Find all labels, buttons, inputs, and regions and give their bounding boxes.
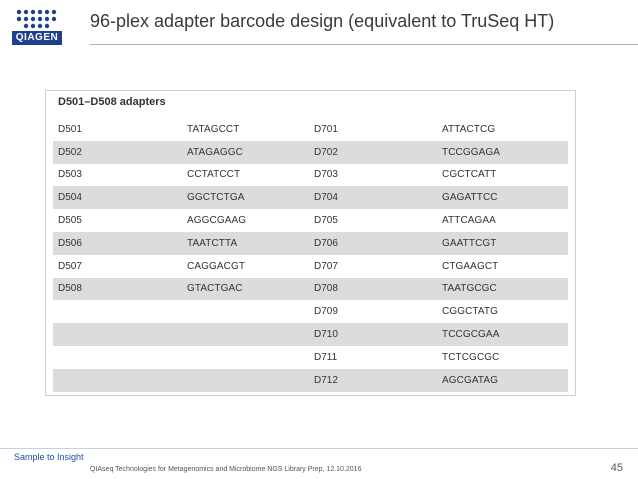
i5-sequence-cell: ATTACTCG	[442, 123, 496, 135]
i5-id-cell: D703	[314, 169, 338, 181]
table-row	[53, 141, 568, 164]
i7-id-cell: D508	[58, 283, 82, 295]
table-row	[53, 369, 568, 392]
i5-sequence-cell: TCCGCGAA	[442, 329, 500, 341]
table-row	[53, 232, 568, 255]
table-title: D501–D508 adapters	[58, 96, 166, 108]
i7-sequence-cell: CAGGACGT	[187, 260, 246, 272]
i5-sequence-cell: TCTCGCGC	[442, 351, 500, 363]
i7-id-cell: D502	[58, 146, 82, 158]
logo-wordmark: QIAGEN	[12, 31, 62, 45]
i5-id-cell: D701	[314, 123, 338, 135]
i5-sequence-cell: CGGCTATG	[442, 306, 498, 318]
i5-id-cell: D707	[314, 260, 338, 272]
i7-id-cell: D501	[58, 123, 82, 135]
table-row	[53, 323, 568, 346]
page-number: 45	[610, 462, 623, 474]
table-row	[53, 300, 568, 323]
adapter-table	[53, 118, 568, 392]
i5-id-cell: D708	[314, 283, 338, 295]
i5-sequence-cell: CGCTCATT	[442, 169, 497, 181]
table-row	[53, 255, 568, 278]
table-row	[53, 209, 568, 232]
i5-id-cell: D711	[314, 351, 338, 363]
i5-id-cell: D709	[314, 306, 338, 318]
table-row	[53, 164, 568, 187]
footer-divider	[0, 448, 638, 449]
i5-sequence-cell: AGCGATAG	[442, 374, 498, 386]
i5-sequence-cell: TCCGGAGA	[442, 146, 501, 158]
i7-id-cell: D503	[58, 169, 82, 181]
table-row	[53, 346, 568, 369]
i5-id-cell: D712	[314, 374, 338, 386]
i7-sequence-cell: ATAGAGGC	[187, 146, 243, 158]
logo-dots-icon	[14, 7, 58, 29]
table-row	[53, 118, 568, 141]
i7-id-cell: D505	[58, 215, 82, 227]
i5-sequence-cell: CTGAAGCT	[442, 260, 499, 272]
i7-id-cell: D507	[58, 260, 82, 272]
i7-sequence-cell: CCTATCCT	[187, 169, 241, 181]
i5-id-cell: D710	[314, 329, 338, 341]
table-row	[53, 186, 568, 209]
footer-brand: Sample to Insight	[14, 452, 84, 462]
i5-id-cell: D705	[314, 215, 338, 227]
i7-id-cell: D504	[58, 192, 82, 204]
i7-sequence-cell: GTACTGAC	[187, 283, 243, 295]
i7-sequence-cell: GGCTCTGA	[187, 192, 245, 204]
table-row	[53, 278, 568, 301]
i5-id-cell: D702	[314, 146, 338, 158]
i5-sequence-cell: GAGATTCC	[442, 192, 498, 204]
i5-sequence-cell: ATTCAGAA	[442, 215, 496, 227]
i5-id-cell: D706	[314, 237, 338, 249]
slide-title: 96-plex adapter barcode design (equivalent to TruSeq HT)	[90, 11, 555, 31]
i5-sequence-cell: GAATTCGT	[442, 237, 497, 249]
title-divider	[90, 44, 638, 45]
i5-id-cell: D704	[314, 192, 338, 204]
i7-sequence-cell: TATAGCCT	[187, 123, 240, 135]
i7-id-cell: D506	[58, 237, 82, 249]
footer-meta: QIAseq Technologies for Metagenomics and Microbiome NGS Library Prep, 12.10.2016	[90, 466, 362, 473]
i7-sequence-cell: TAATCTTA	[187, 237, 238, 249]
i5-sequence-cell: TAATGCGC	[442, 283, 497, 295]
i7-sequence-cell: AGGCGAAG	[187, 215, 247, 227]
qiagen-logo	[8, 5, 62, 49]
